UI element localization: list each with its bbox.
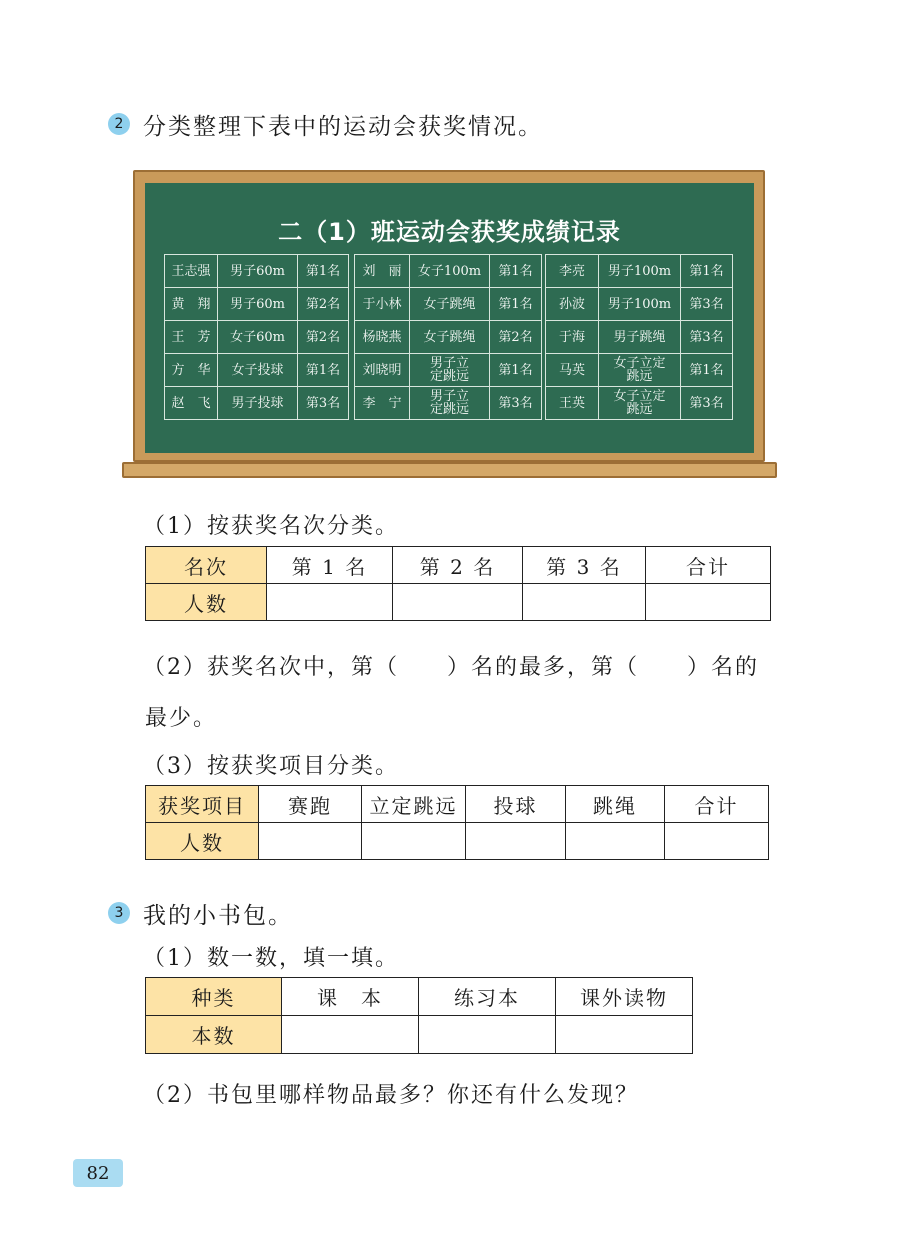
event-header-cell: 立定跳远 — [362, 786, 466, 823]
chalkboard-ledge — [122, 462, 777, 478]
board-cell: 女子60m — [218, 321, 298, 354]
event-header-cell: 赛跑 — [259, 786, 362, 823]
rank-header-cell: 第 1 名 — [267, 547, 393, 584]
rank-header-cell: 名次 — [146, 547, 267, 584]
question-title: 分类整理下表中的运动会获奖情况。 — [143, 114, 543, 140]
board-cell: 马英 — [546, 354, 599, 387]
board-cell: 第3名 — [490, 387, 542, 420]
rank-header-cell: 第 3 名 — [523, 547, 646, 584]
board-cell: 刘 丽 — [355, 255, 410, 288]
q3-sub2: （2）书包里哪样物品最多？你还有什么发现？ — [143, 1083, 639, 1108]
board-cell: 男子立定跳远 — [410, 387, 490, 420]
board-cell: 女子100m — [410, 255, 490, 288]
bag-header-cell: 课 本 — [282, 978, 419, 1016]
part2-line1: （2）获奖名次中，第（ ）名的最多，第（ ）名的 — [143, 655, 759, 680]
bag-count-label: 本数 — [146, 1016, 282, 1054]
board-cell: 李 宁 — [355, 387, 410, 420]
board-cell: 第1名 — [298, 255, 349, 288]
part3-label: （3）按获奖项目分类。 — [143, 754, 399, 779]
board-cell: 男子投球 — [218, 387, 298, 420]
board-cell: 男子立定跳远 — [410, 354, 490, 387]
event-count-label: 人数 — [146, 823, 259, 860]
rank-answer-cell[interactable] — [393, 584, 523, 621]
bag-header-cell: 课外读物 — [556, 978, 693, 1016]
board-cell: 男子60m — [218, 288, 298, 321]
bag-header-cell: 种类 — [146, 978, 282, 1016]
board-title: 二（1）班运动会获奖成绩记录 — [278, 218, 621, 246]
board-cell: 男子跳绳 — [599, 321, 681, 354]
board-table-group-2 — [354, 254, 542, 420]
board-cell: 第3名 — [681, 288, 733, 321]
rank-table — [145, 546, 771, 621]
rank-header-cell: 第 2 名 — [393, 547, 523, 584]
bag-answer-cell[interactable] — [419, 1016, 556, 1054]
rank-header-cell: 合计 — [646, 547, 771, 584]
event-header-cell: 获奖项目 — [146, 786, 259, 823]
board-cell: 男子100m — [599, 255, 681, 288]
board-cell: 男子60m — [218, 255, 298, 288]
board-cell: 第2名 — [298, 321, 349, 354]
question-number-badge: 3 — [108, 902, 130, 924]
board-cell: 女子立定跳远 — [599, 387, 681, 420]
bag-table — [145, 977, 693, 1054]
q3-sub1: （1）数一数，填一填。 — [143, 946, 399, 971]
board-cell: 第1名 — [490, 255, 542, 288]
event-answer-cell[interactable] — [259, 823, 362, 860]
board-cell: 第1名 — [681, 354, 733, 387]
board-cell: 赵 飞 — [165, 387, 218, 420]
board-cell: 第1名 — [681, 255, 733, 288]
board-cell: 黄 翔 — [165, 288, 218, 321]
board-cell: 第3名 — [681, 321, 733, 354]
board-cell: 王 芳 — [165, 321, 218, 354]
question-title: 我的小书包。 — [143, 903, 293, 929]
board-cell: 第3名 — [681, 387, 733, 420]
part1-label: （1）按获奖名次分类。 — [143, 514, 399, 539]
board-cell: 王英 — [546, 387, 599, 420]
board-cell: 第2名 — [298, 288, 349, 321]
board-cell: 孙波 — [546, 288, 599, 321]
board-cell: 王志强 — [165, 255, 218, 288]
rank-answer-cell[interactable] — [523, 584, 646, 621]
event-answer-cell[interactable] — [665, 823, 769, 860]
event-answer-cell[interactable] — [566, 823, 665, 860]
event-header-cell: 投球 — [466, 786, 566, 823]
board-cell: 男子100m — [599, 288, 681, 321]
board-table-group-3 — [545, 254, 733, 420]
rank-count-label: 人数 — [146, 584, 267, 621]
rank-answer-cell[interactable] — [646, 584, 771, 621]
board-cell: 第1名 — [490, 354, 542, 387]
event-header-cell: 合计 — [665, 786, 769, 823]
bag-answer-cell[interactable] — [556, 1016, 693, 1054]
bag-header-cell: 练习本 — [419, 978, 556, 1016]
board-cell: 女子跳绳 — [410, 288, 490, 321]
event-header-cell: 跳绳 — [566, 786, 665, 823]
part2-line2: 最少。 — [145, 706, 218, 731]
board-cell: 刘晓明 — [355, 354, 410, 387]
board-cell: 第2名 — [490, 321, 542, 354]
page-number: 82 — [73, 1159, 123, 1187]
event-table — [145, 785, 769, 860]
event-answer-cell[interactable] — [466, 823, 566, 860]
board-cell: 方 华 — [165, 354, 218, 387]
board-cell: 女子跳绳 — [410, 321, 490, 354]
board-cell: 杨晓燕 — [355, 321, 410, 354]
board-cell: 女子立定跳远 — [599, 354, 681, 387]
question-number-badge: 2 — [108, 113, 130, 135]
board-cell: 于小林 — [355, 288, 410, 321]
board-cell: 女子投球 — [218, 354, 298, 387]
event-answer-cell[interactable] — [362, 823, 466, 860]
bag-answer-cell[interactable] — [282, 1016, 419, 1054]
board-cell: 于海 — [546, 321, 599, 354]
board-table-group-1 — [164, 254, 349, 420]
board-cell: 第3名 — [298, 387, 349, 420]
rank-answer-cell[interactable] — [267, 584, 393, 621]
board-cell: 第1名 — [298, 354, 349, 387]
board-cell: 李亮 — [546, 255, 599, 288]
board-cell: 第1名 — [490, 288, 542, 321]
